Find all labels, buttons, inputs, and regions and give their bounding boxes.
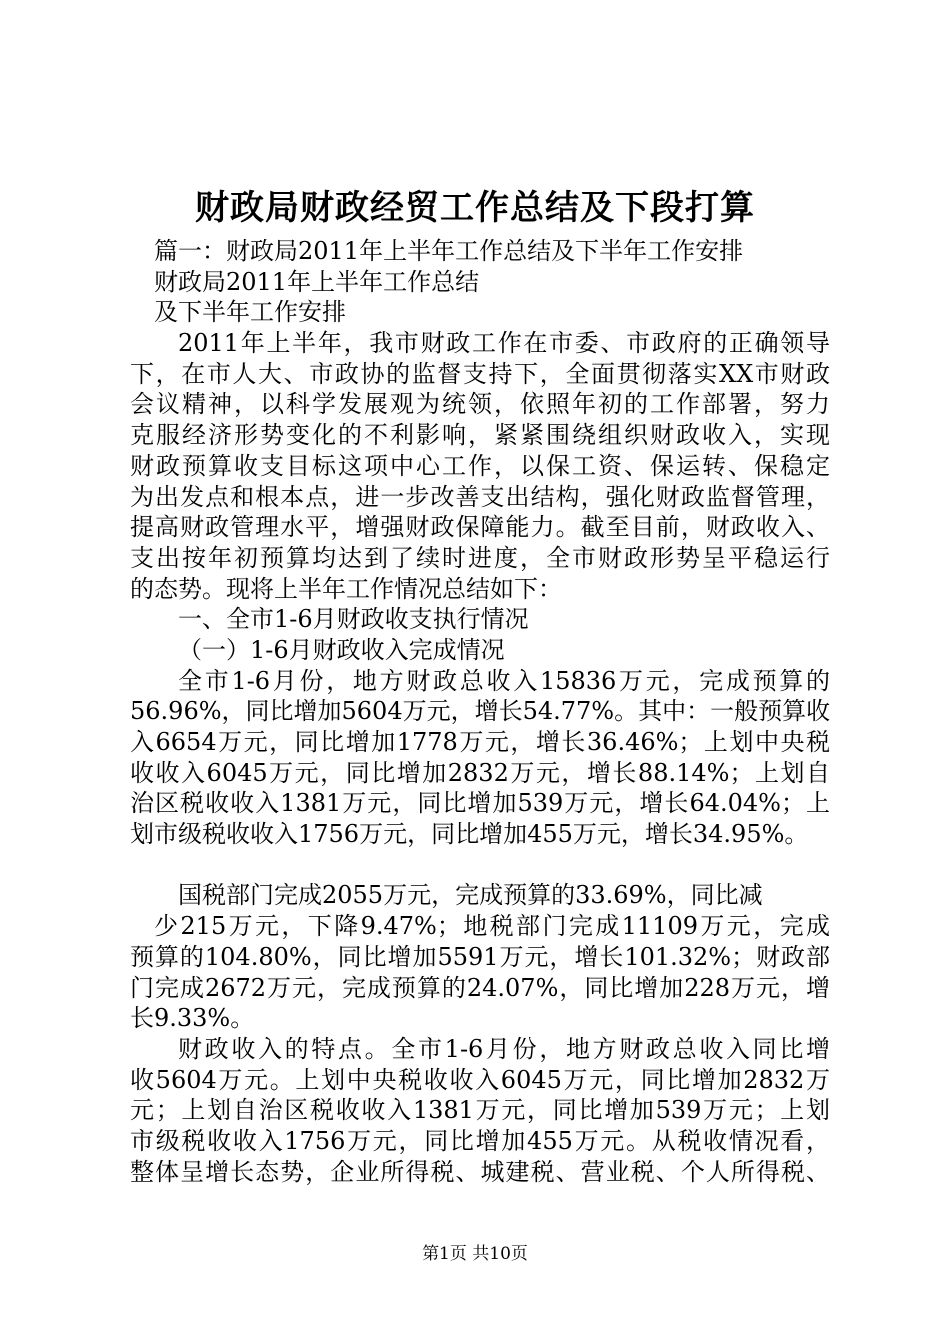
text-line: 篇一：财政局2011年上半年工作总结及下半年工作安排 <box>154 237 744 265</box>
text-line: 市级税收收入1756万元，同比增加455万元。从税收情况看， <box>130 1126 830 1155</box>
text-line: 的态势。现将上半年工作情况总结如下： <box>130 574 562 603</box>
text-line: 一、全市1-6月财政收支执行情况 <box>178 605 529 634</box>
text-line: 预算的104.80%，同比增加5591万元，增长101.32%；财政部 <box>130 942 830 971</box>
text-line: 下，在市人大、市政协的监督支持下，全面贯彻落实XX市财政 <box>130 359 830 388</box>
text-line: 财政预算收支目标这项中心工作，以保工资、保运转、保稳定 <box>130 451 830 480</box>
text-line: 国税部门完成2055万元，完成预算的33.69%，同比减 <box>178 881 763 910</box>
text-line: 收收入6045万元，同比增加2832万元，增长88.14%；上划自 <box>130 758 830 787</box>
text-line: 全市1-6月份，地方财政总收入15836万元，完成预算的 <box>178 666 830 695</box>
text-line: 收5604万元。上划中央税收收入6045万元，同比增加2832万 <box>130 1065 830 1094</box>
text-line: 元；上划自治区税收收入1381万元，同比增加539万元；上划 <box>130 1096 830 1125</box>
document-title: 财政局财政经贸工作总结及下段打算 <box>195 188 755 228</box>
text-line: 及下半年工作安排 <box>154 298 346 327</box>
text-line: 长9.33%。 <box>130 1004 255 1033</box>
text-line: 会议精神，以科学发展观为统领，依照年初的工作部署，努力 <box>130 390 830 419</box>
text-line: 提高财政管理水平，增强财政保障能力。截至目前，财政收入、 <box>130 513 830 542</box>
text-line: 整体呈增长态势，企业所得税、城建税、营业税、个人所得税、 <box>130 1157 830 1186</box>
page-footer: 第1页 共10页 <box>422 1244 528 1264</box>
text-line: 56.96%，同比增加5604万元，增长54.77%。其中：一般预算收 <box>130 697 831 726</box>
blank-line <box>130 850 830 881</box>
text-line: 为出发点和根本点，进一步改善支出结构，强化财政监督管理， <box>130 482 830 511</box>
text-line: 少215万元，下降9.47%；地税部门完成11109万元，完成 <box>154 912 830 941</box>
text-line: 支出按年初预算均达到了续时进度，全市财政形势呈平稳运行 <box>130 543 830 572</box>
text-line: 门完成2672万元，完成预算的24.07%，同比增加228万元，增 <box>130 973 830 1002</box>
text-line: 划市级税收收入1756万元，同比增加455万元，增长34.95%。 <box>130 820 809 849</box>
text-line: （一）1-6月财政收入完成情况 <box>178 635 505 664</box>
document-body <box>130 236 830 1187</box>
text-line: 财政局2011年上半年工作总结 <box>154 267 480 296</box>
text-line: 财政收入的特点。全市1-6月份，地方财政总收入同比增 <box>178 1034 830 1063</box>
text-line: 2011年上半年，我市财政工作在市委、市政府的正确领导 <box>178 329 830 358</box>
text-line: 入6654万元，同比增加1778万元，增长36.46%；上划中央税 <box>130 728 830 756</box>
text-line: 克服经济形势变化的不利影响，紧紧围绕组织财政收入，实现 <box>130 421 830 450</box>
text-line: 治区税收收入1381万元，同比增加539万元，增长64.04%；上 <box>130 789 830 818</box>
